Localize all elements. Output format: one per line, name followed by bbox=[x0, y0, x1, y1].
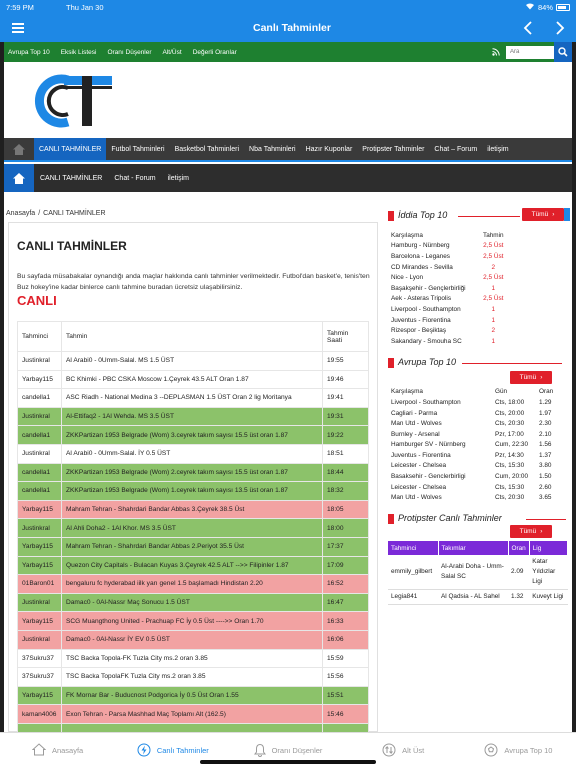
table-row bbox=[18, 723, 369, 732]
table-row bbox=[18, 463, 369, 482]
menu-chat-forum[interactable]: Chat – Forum bbox=[434, 145, 478, 153]
cell-tahminci: 01Baron01 bbox=[18, 575, 62, 594]
cell-saat: 19:55 bbox=[323, 352, 369, 371]
cell-saat: 19:41 bbox=[323, 389, 369, 408]
top-link-bar bbox=[4, 42, 572, 62]
rss-icon[interactable] bbox=[490, 46, 502, 58]
table-row bbox=[18, 630, 369, 649]
top-link-alt-ust[interactable]: Alt/Üst bbox=[162, 48, 182, 56]
iddia-top10-widget bbox=[388, 208, 570, 347]
menu-futbol[interactable]: Futbol Tahminleri bbox=[111, 145, 165, 153]
list-item[interactable]: Burnley - Arsenal Pzr, 17:00 2.10 bbox=[391, 430, 552, 438]
cell-tahminci: Justinkral bbox=[18, 352, 62, 371]
cell-saat: 18:32 bbox=[323, 482, 369, 501]
breadcrumb-current: CANLI TAHMİNLER bbox=[43, 210, 106, 217]
cell-saat: 18:44 bbox=[323, 463, 369, 482]
cell-saat: 19:22 bbox=[323, 426, 369, 445]
list-item[interactable]: emmily_gilbert Al-Arabi Doha - Umm-Salal SC 2.09 Katar Yıldızlar Ligi bbox=[388, 555, 568, 590]
table-row bbox=[18, 575, 369, 594]
list-item[interactable]: Juventus - Fiorentina 1 bbox=[391, 316, 496, 324]
table-row bbox=[18, 556, 369, 575]
list-item[interactable]: Hamburger SV - Nürnberg Cum, 22:30 1.56 bbox=[391, 441, 552, 449]
cell-tahminci: 37Sukru37 bbox=[18, 668, 62, 687]
status-bar bbox=[0, 0, 576, 14]
cell-tahmin: SCG Muangthong United - Prachuap FC İy 0.5 Üst ---->> Oran 1.70 bbox=[62, 612, 323, 631]
cell-tahminci: candella1 bbox=[18, 389, 62, 408]
table-row bbox=[18, 389, 369, 408]
cell-tahmin: Al Ahli Doha2 - 1Al Khor. MS 3.5 ÜST bbox=[62, 519, 323, 538]
cell-saat: 15:59 bbox=[323, 649, 369, 668]
cell-saat: 16:52 bbox=[323, 575, 369, 594]
table-row bbox=[18, 519, 369, 538]
list-item[interactable]: Liverpool - Southampton 1 bbox=[391, 305, 496, 313]
cell-tahmin: Quezon City Capitals - Bulacan Kuyas 3.Çeyrek 42.5 ALT -->> Filipinler 1.87 bbox=[62, 556, 323, 575]
cell-tahminci: Yarbay115 bbox=[18, 537, 62, 556]
forward-arrow-icon[interactable] bbox=[544, 14, 576, 42]
protipster-tumu-button[interactable]: Tümü › bbox=[510, 525, 552, 538]
cell-tahmin: Mahram Tehran - Shahrdari Bandar Abbas 2.Periyot 35.5 Üst bbox=[62, 537, 323, 556]
app-navbar bbox=[0, 14, 576, 42]
sub-menu bbox=[4, 164, 572, 192]
wifi-icon bbox=[525, 2, 535, 12]
chevron-right-icon: › bbox=[540, 528, 543, 536]
app-title: Canlı Tahminler bbox=[253, 22, 331, 34]
cell-saat: 15:56 bbox=[323, 668, 369, 687]
site-logo[interactable] bbox=[28, 72, 114, 135]
chevron-right-icon: › bbox=[540, 373, 543, 381]
menu-canli-tahminler[interactable]: CANLI TAHMİNLER bbox=[34, 138, 106, 160]
list-item[interactable]: Juventus - Fiorentina Pzr, 14:30 1.37 bbox=[391, 451, 552, 459]
home-indicator bbox=[200, 760, 376, 764]
cell-tahminci: Justinkral bbox=[18, 444, 62, 463]
menu-iletisim[interactable]: iletişim bbox=[487, 145, 509, 153]
cell-saat bbox=[323, 723, 369, 732]
cell-tahmin: Damac0 - 0Al-Nassr İY EV 0.5 ÜST bbox=[62, 630, 323, 649]
bell-icon bbox=[254, 743, 266, 759]
table-row bbox=[18, 426, 369, 445]
cell-saat: 16:47 bbox=[323, 593, 369, 612]
iddia-tumu-button[interactable]: Tümü › bbox=[522, 208, 564, 221]
battery-icon bbox=[556, 4, 570, 11]
list-item[interactable]: Basaksehir - Genclerbirligi Cum, 20:00 1.50 bbox=[391, 473, 552, 481]
cell-tahmin: Al Arabi0 - 0Umm-Salal. İY 0.5 ÜST bbox=[62, 444, 323, 463]
cell-tahminci: kaman4006 bbox=[18, 705, 62, 724]
avrupa-table: Karşılaşma Gün Oran Liverpool - Southampton Cts, 18:00 1.29 Cagliari - Parma Cts, 20:00 1.97 Man Utd - Wolves Cts, 20:30 2.30 Burnley - Arsenal Pzr, 17:00 2.10 Hamburger SV - Nürnberg Cum, 22:30 1.56 Juventus - Fiorentina Pzr, 14:30 1.37 Leicester - Chelsea Cts, 15:30 3.80 Basaksehir - Genclerbirligi Cum, 20:00 1.50 Leicester - Chelsea Cts, 15:30 2.60 Man Utd - Wolves Cts, 20:30 3.65 bbox=[388, 387, 556, 504]
cell-tahmin bbox=[62, 723, 323, 732]
breadcrumb-home[interactable]: Anasayfa bbox=[6, 210, 36, 217]
cell-saat: 19:46 bbox=[323, 370, 369, 389]
tab-alt-ust[interactable]: Alt Üst bbox=[346, 733, 461, 768]
cell-tahmin: Mahram Tehran - Shahrdari Bandar Abbas 3.Çeyrek 38.5 Üst bbox=[62, 500, 323, 519]
table-row bbox=[18, 500, 369, 519]
table-row bbox=[18, 407, 369, 426]
submenu-canli-tahminler[interactable]: CANLI TAHMİNLER bbox=[40, 174, 103, 182]
table-row bbox=[18, 612, 369, 631]
col-tahminci: Tahminci bbox=[18, 322, 62, 352]
website bbox=[4, 42, 572, 732]
list-item[interactable]: Liverpool - Southampton Cts, 18:00 1.29 bbox=[391, 398, 552, 406]
cell-saat: 18:05 bbox=[323, 500, 369, 519]
home-outline-icon bbox=[32, 743, 46, 758]
list-item[interactable]: Sakandary - Smouha SC 1 bbox=[391, 337, 496, 345]
menu-icon[interactable] bbox=[0, 14, 36, 42]
list-item[interactable]: Man Utd - Wolves Cts, 20:30 3.65 bbox=[391, 494, 552, 502]
table-row bbox=[18, 705, 369, 724]
table-row bbox=[18, 649, 369, 668]
cell-saat: 18:51 bbox=[323, 444, 369, 463]
battery-percent: 84% bbox=[537, 2, 553, 12]
menu-protipster[interactable]: Protipster Tahminler bbox=[362, 145, 425, 153]
cell-saat: 17:37 bbox=[323, 537, 369, 556]
top-link-orani-dusenler[interactable]: Oranı Düşenler bbox=[107, 48, 152, 56]
cell-tahmin: ASC Riadh - National Medina 3 --DEPLASMAN 1.5 ÜST Oran 2 lig Moritanya bbox=[62, 389, 323, 408]
list-item[interactable]: CD Mirandes - Sevilla 2 bbox=[391, 263, 496, 271]
list-item[interactable]: Aek - Asteras Tripolis 2,5 Üst bbox=[391, 295, 504, 303]
list-item[interactable]: Legia841 Al Qadsia - AL Sahel 1.32 Kuveyt Ligi bbox=[388, 590, 568, 605]
avrupa-tumu-button[interactable]: Tümü › bbox=[510, 371, 552, 384]
cell-tahmin: ZKKPartizan 1953 Belgrade (Wom) 2.ceyrek takım sayısı 15.5 üst oran 1.87 bbox=[62, 463, 323, 482]
table-row bbox=[18, 370, 369, 389]
list-item[interactable]: Leicester - Chelsea Cts, 15:30 2.60 bbox=[391, 483, 552, 491]
predictions-table bbox=[17, 321, 369, 732]
col-tahmin: Tahmin bbox=[62, 322, 323, 352]
submenu-iletisim[interactable]: iletişim bbox=[167, 174, 189, 182]
table-row bbox=[18, 482, 369, 501]
cell-tahmin: ZKKPartizan 1953 Belgrade (Wom) 1.ceyrek takım sayısı 13.5 üst oran 1.87 bbox=[62, 482, 323, 501]
status-time: 7:59 PM bbox=[6, 2, 34, 12]
list-item[interactable]: Barcelona - Leganes 2,5 Üst bbox=[391, 252, 504, 260]
list-item[interactable]: Rizespor - Beşiktaş 2 bbox=[391, 327, 496, 335]
canli-heading: CANLI bbox=[17, 293, 57, 308]
col-saat: Tahmin Saati bbox=[323, 322, 369, 352]
protipster-title: Protipster Canlı Tahminler bbox=[398, 513, 502, 524]
iddia-table: Karşılaşma Tahmin Hamburg - Nürnberg 2,5 Üst Barcelona - Leganes 2,5 Üst CD Mirandes - Sevilla 2 Nice - Lyon 2,5 Üst Başakşehir - Gençlerbirliği 1 Aek - Asteras Tripolis 2,5 Üst Liverpool - Southampton 1 Juventus - Fiorentina 1 Rizespor - Beşiktaş 2 Sakandary - Smouha SC 1 bbox=[388, 230, 507, 347]
submenu-chat-forum[interactable]: Chat - Forum bbox=[114, 174, 156, 182]
cell-tahminci: candella1 bbox=[18, 426, 62, 445]
cell-tahmin: Damac0 - 0Al-Nassr Maç Sonucu 1.5 ÜST bbox=[62, 593, 323, 612]
cell-tahmin: Al-Ettifaq2 - 1Al Wehda. MS 3.5 ÜST bbox=[62, 407, 323, 426]
cell-tahminci: candella1 bbox=[18, 482, 62, 501]
cell-tahminci: Yarbay115 bbox=[18, 686, 62, 705]
table-row bbox=[18, 593, 369, 612]
cell-tahminci: Yarbay115 bbox=[18, 370, 62, 389]
cell-saat: 15:46 bbox=[323, 705, 369, 724]
cell-saat: 17:09 bbox=[323, 556, 369, 575]
table-row bbox=[18, 444, 369, 463]
breadcrumb: Anasayfa / CANLI TAHMİNLER bbox=[6, 210, 106, 217]
table-row bbox=[18, 352, 369, 371]
cell-saat: 19:31 bbox=[323, 407, 369, 426]
list-item[interactable]: Man Utd - Wolves Cts, 20:30 2.30 bbox=[391, 420, 552, 428]
table-row bbox=[18, 686, 369, 705]
cell-saat: 16:06 bbox=[323, 630, 369, 649]
cell-tahminci: Justinkral bbox=[18, 630, 62, 649]
cell-saat: 16:33 bbox=[323, 612, 369, 631]
top-link-degerli-oranlar[interactable]: Değerli Oranlar bbox=[192, 48, 237, 56]
cell-tahminci bbox=[18, 723, 62, 732]
cell-tahminci: Justinkral bbox=[18, 593, 62, 612]
tab-anasayfa[interactable]: Anasayfa bbox=[0, 733, 115, 768]
up-down-arrows-icon bbox=[382, 743, 396, 759]
home-icon[interactable] bbox=[4, 164, 34, 192]
sidebar bbox=[388, 208, 570, 613]
search-input[interactable] bbox=[506, 46, 554, 59]
page-title: CANLI TAHMİNLER bbox=[17, 239, 127, 253]
tab-avrupa-top10[interactable]: Avrupa Top 10 bbox=[461, 733, 576, 768]
back-arrow-icon[interactable] bbox=[512, 14, 544, 42]
cell-tahminci: 37Sukru37 bbox=[18, 649, 62, 668]
cell-tahminci: candella1 bbox=[18, 463, 62, 482]
top-link-avrupa[interactable]: Avrupa Top 10 bbox=[8, 48, 50, 56]
status-date: Thu Jan 30 bbox=[66, 2, 104, 12]
tab-orani-dusenler[interactable]: Oranı Düşenler bbox=[230, 733, 345, 768]
menu-nba[interactable]: Nba Tahminleri bbox=[249, 145, 296, 153]
table-row bbox=[18, 537, 369, 556]
protipster-widget bbox=[388, 511, 570, 605]
chevron-right-icon: › bbox=[552, 211, 555, 218]
menu-basketbol[interactable]: Basketbol Tahminleri bbox=[174, 145, 240, 153]
cell-tahmin: bengaluru fc hyderabad iilk yarı genel 1.5 başlamadı Hindistan 2.20 bbox=[62, 575, 323, 594]
avrupa-top10-widget bbox=[388, 355, 570, 504]
intro-text: Bu sayfada müsabakalar oynandığı anda maçlar hakkında canlı tahminler verilmektedir. Futbol'dan basket'e, tenis'ten Buz hokey'ine kadar binlerce canlı tahmine buradan ücretsiz ulaşabilirsiniz. bbox=[17, 273, 370, 291]
list-item[interactable]: Leicester - Chelsea Cts, 15:30 3.80 bbox=[391, 462, 552, 470]
list-item[interactable]: Cagliari - Parma Cts, 20:00 1.97 bbox=[391, 409, 552, 417]
cell-tahminci: Justinkral bbox=[18, 407, 62, 426]
cell-tahmin: TSC Backa TopolaFK Tuzla City ms.2 oran 3.85 bbox=[62, 668, 323, 687]
cell-tahmin: TSC Backa Topola-FK Tuzla City ms.2 oran 3.85 bbox=[62, 649, 323, 668]
table-row bbox=[18, 668, 369, 687]
list-item[interactable]: Nice - Lyon 2,5 Üst bbox=[391, 274, 504, 282]
list-item[interactable]: Hamburg - Nürnberg 2,5 Üst bbox=[391, 242, 504, 250]
cell-tahmin: FK Mornar Bar - Buducnost Podgorica İy 0.5 Üst Oran 1.55 bbox=[62, 686, 323, 705]
cell-tahmin: BC Khimki - PBC CSKA Moscow 1.Çeyrek 43.5 ALT Oran 1.87 bbox=[62, 370, 323, 389]
webview bbox=[0, 42, 576, 732]
soccer-ball-icon bbox=[484, 743, 498, 759]
list-item[interactable]: Başakşehir - Gençlerbirliği 1 bbox=[391, 284, 496, 292]
avrupa-title: Avrupa Top 10 bbox=[398, 356, 457, 367]
iddia-title: İddia Top 10 bbox=[398, 210, 448, 220]
cell-tahminci: Yarbay115 bbox=[18, 500, 62, 519]
main-content bbox=[8, 222, 378, 732]
cell-saat: 15:51 bbox=[323, 686, 369, 705]
home-icon[interactable] bbox=[4, 138, 34, 160]
top-link-eksik[interactable]: Eksik Listesi bbox=[60, 48, 97, 56]
menu-hazir-kuponlar[interactable]: Hazır Kuponlar bbox=[305, 145, 353, 153]
cell-tahmin: ZKKPartizan 1953 Belgrade (Wom) 3.ceyrek takım sayısı 15.5 üst oran 1.87 bbox=[62, 426, 323, 445]
tab-canli-tahminler[interactable]: Canlı Tahminler bbox=[115, 733, 230, 768]
cell-tahminci: Yarbay115 bbox=[18, 556, 62, 575]
cell-saat: 18:00 bbox=[323, 519, 369, 538]
cell-tahmin: Exon Tehran - Parsa Mashhad Maç Toplamı Alt (162.5) bbox=[62, 705, 323, 724]
protipster-table: Tahminci Takımlar Oran Lig emmily_gilbert Al-Arabi Doha - Umm-Salal SC 2.09 Katar Yıldızlar Ligi Legia841 Al Qadsia - AL Sahel 1.32 Kuveyt Ligi bbox=[388, 541, 568, 605]
lightning-icon bbox=[137, 743, 151, 759]
main-menu bbox=[4, 138, 572, 162]
search-icon[interactable] bbox=[554, 42, 572, 62]
cell-tahmin: Al Arabi0 - 0Umm-Salal. MS 1.5 ÜST bbox=[62, 352, 323, 371]
cell-tahminci: Yarbay115 bbox=[18, 612, 62, 631]
cell-tahminci: Justinkral bbox=[18, 519, 62, 538]
